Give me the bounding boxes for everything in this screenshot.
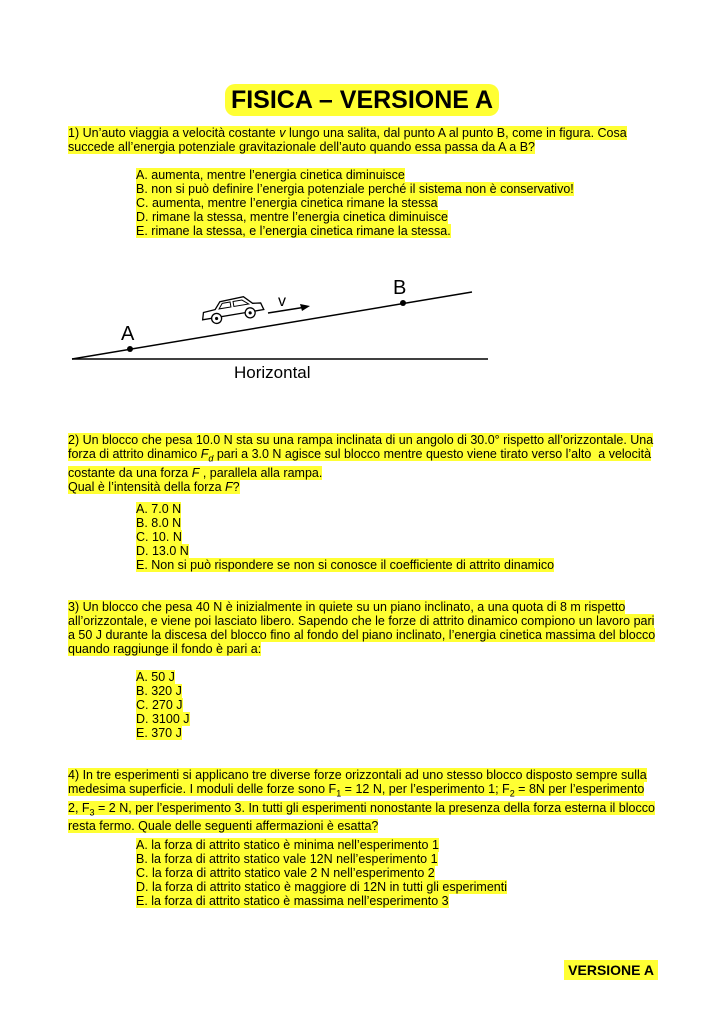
label-b: B: [393, 277, 407, 299]
option-a[interactable]: A. 7.0 N: [136, 502, 182, 516]
question-4-options: [136, 838, 507, 908]
car-icon: [200, 294, 265, 326]
question-2: [68, 433, 658, 494]
option-b[interactable]: B. non si può definire l’energia potenziale perché il sistema non è conservativo!: [136, 182, 574, 196]
option-e[interactable]: E. la forza di attrito statico è massima nell’esperimento 3: [136, 894, 449, 908]
title-text: FISICA – VERSIONE A: [225, 84, 499, 116]
option-d[interactable]: D. la forza di attrito statico è maggiore di 12N in tutti gli esperimenti: [136, 880, 508, 894]
question-4-text: 4) In tre esperimenti si applicano tre diverse forze orizzontali ad uno stesso blocco disposto sempre sulla medesima superficie. I moduli delle forze sono $F_1 = 12$ N, per l’esperimento 1; $F_2 = 8N$ per l’esperimento 2, $F_3 = 2$ N, per l’esperimento 3. In tutti gli esperimenti nonostante la presenza della forza esterna il blocco resta fermo. Quale delle seguenti affermazioni è esatta?: [68, 768, 655, 833]
label-horizontal: Horizontal: [234, 363, 311, 382]
option-e[interactable]: E. rimane la stessa, e l’energia cinetica rimane la stessa.: [136, 224, 451, 238]
velocity-arrow: [268, 304, 310, 313]
option-b[interactable]: B. la forza di attrito statico vale 12N nell’esperimento 1: [136, 852, 438, 866]
option-c[interactable]: C. aumenta, mentre l’energia cinetica rimane la stessa: [136, 196, 438, 210]
option-a[interactable]: A. aumenta, mentre l’energia cinetica diminuisce: [136, 168, 405, 182]
incline-figure: [66, 270, 496, 390]
page-title: [0, 86, 724, 115]
option-e[interactable]: E. 370 J: [136, 726, 182, 740]
footer-version: [564, 962, 658, 978]
option-a[interactable]: A. 50 J: [136, 670, 175, 684]
question-3: [68, 600, 658, 656]
option-b[interactable]: B. 320 J: [136, 684, 182, 698]
option-c[interactable]: C. la forza di attrito statico vale 2 N nell’esperimento 2: [136, 866, 435, 880]
question-2-text: 2) Un blocco che pesa 10.0 N sta su una rampa inclinata di un angolo di 30.0° rispetto all’orizzontale. Una forza di attrito dinamico $F_d$ pari a 3.0 N agisce sul blocco mentre questo viene tirato verso l’alto a velocità costante da una forza F , parallela alla rampa. Qual è l’intensità della forza F?: [68, 433, 654, 494]
option-c[interactable]: C. 270 J: [136, 698, 183, 712]
option-d[interactable]: D. 13.0 N: [136, 544, 189, 558]
option-d[interactable]: D. rimane la stessa, mentre l’energia cinetica diminuisce: [136, 210, 448, 224]
option-a[interactable]: A. la forza di attrito statico è minima nell’esperimento 1: [136, 838, 439, 852]
question-4: [68, 768, 658, 833]
option-c[interactable]: C. 10. N: [136, 530, 182, 544]
footer-text: VERSIONE A: [564, 960, 658, 980]
label-a: A: [121, 323, 135, 345]
question-2-options: [136, 502, 554, 572]
question-1-options: [136, 168, 574, 238]
question-3-options: [136, 670, 190, 740]
question-3-text: 3) Un blocco che pesa 40 N è inizialmente in quiete su un piano inclinato, a una quota di 8 m rispetto all’orizzontale, e viene poi lasciato libero. Sapendo che le forze di attrito dinamico compiono un lavoro pari a 50 J durante la discesa del blocco fino al fondo del piano inclinato, l’energia cinetica massima del blocco quando raggiunge il fondo è pari a:: [68, 600, 656, 656]
point-a: [127, 346, 133, 352]
option-e[interactable]: E. Non si può rispondere se non si conosce il coefficiente di attrito dinamico: [136, 558, 555, 572]
option-b[interactable]: B. 8.0 N: [136, 516, 182, 530]
point-b: [400, 300, 406, 306]
question-1-text: 1) Un’auto viaggia a velocità costante v lungo una salita, dal punto A al punto B, come in figura. Cosa succede all’energia potenziale gravitazionale dell’auto quando essa passa da A a B?: [68, 126, 627, 154]
question-1: [68, 126, 658, 154]
label-v: v: [278, 293, 286, 310]
option-d[interactable]: D. 3100 J: [136, 712, 190, 726]
